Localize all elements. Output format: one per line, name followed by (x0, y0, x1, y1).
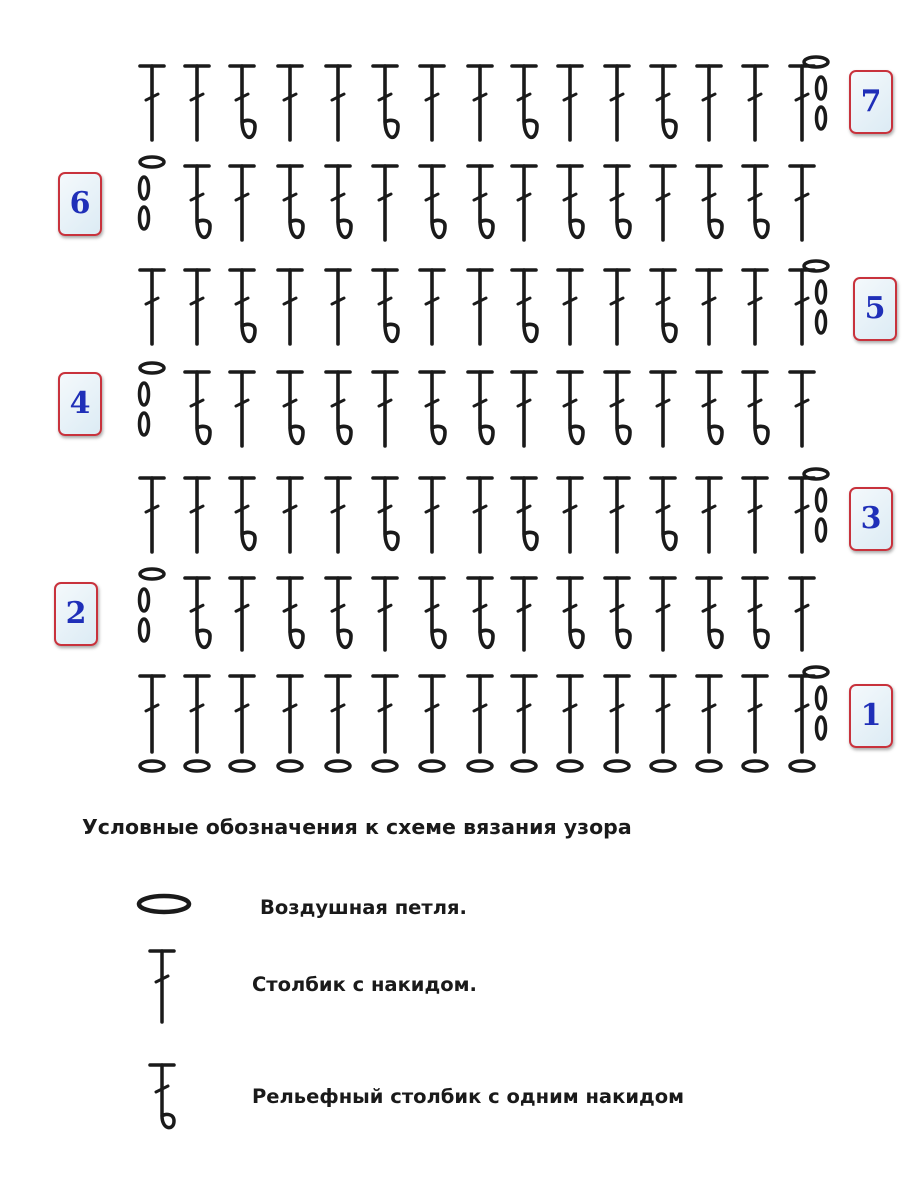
turning-chain-stitch (817, 489, 826, 511)
stitch-row-5 (651, 270, 676, 341)
stitch-row-1 (373, 676, 397, 752)
turning-chain-stitch (140, 363, 164, 373)
row-number-badge-2: 2 (54, 582, 98, 646)
row-number-badge-6: 6 (58, 172, 102, 236)
foundation-chain-stitch (605, 761, 629, 771)
turning-chain-stitch (140, 383, 149, 405)
turning-chain-stitch (140, 207, 149, 229)
stitch-row-2 (278, 578, 303, 647)
stitch-row-3 (373, 478, 398, 549)
foundation-chain-stitch (558, 761, 582, 771)
stitch-row-5 (605, 270, 629, 344)
foundation-chain-stitch (468, 761, 492, 771)
stitch-row-1 (743, 676, 767, 752)
turning-chain-stitch (817, 519, 826, 541)
stitch-row-7 (558, 66, 582, 140)
row-number-badge-3: 3 (849, 487, 893, 551)
stitch-row-6 (697, 166, 722, 237)
stitch-row-4 (420, 372, 445, 443)
row-number-badge-5: 5 (853, 277, 897, 341)
stitch-row-4 (605, 372, 630, 443)
stitch-row-5 (512, 270, 537, 341)
stitch-row-7 (230, 66, 255, 137)
stitch-row-2 (512, 578, 536, 650)
stitch-row-6 (278, 166, 303, 237)
stitch-row-4 (373, 372, 397, 446)
stitch-row-7 (326, 66, 350, 140)
stitch-row-1 (605, 676, 629, 752)
stitch-row-5 (468, 270, 492, 344)
legend-title: Условные обозначения к схеме вязания узора (82, 815, 632, 839)
stitch-row-5 (743, 270, 767, 344)
stitch-row-5 (185, 270, 209, 344)
stitch-row-7 (468, 66, 492, 140)
stitch-row-7 (697, 66, 721, 140)
stitch-row-7 (278, 66, 302, 140)
turning-chain-stitch (140, 413, 149, 435)
stitch-row-2 (185, 578, 210, 647)
post-double-crochet-icon (138, 1058, 186, 1140)
row-number-badge-1: 1 (849, 684, 893, 748)
stitch-row-4 (185, 372, 210, 443)
turning-chain-stitch (817, 687, 826, 709)
foundation-chain-stitch (743, 761, 767, 771)
stitch-row-5 (278, 270, 302, 344)
stitch-row-7 (140, 66, 164, 140)
stitch-row-5 (558, 270, 582, 344)
stitch-row-6 (790, 166, 814, 240)
stitch-row-1 (790, 676, 814, 752)
stitch-row-4 (326, 372, 351, 443)
stitch-row-4 (651, 372, 675, 446)
stitch-row-3 (140, 478, 164, 552)
stitch-row-1 (512, 676, 536, 752)
turning-chain-stitch (817, 77, 826, 99)
stitch-row-2 (326, 578, 351, 647)
stitch-row-3 (790, 478, 814, 552)
stitch-row-1 (420, 676, 444, 752)
stitch-row-3 (278, 478, 302, 552)
stitch-row-3 (326, 478, 350, 552)
stitch-row-3 (743, 478, 767, 552)
foundation-chain-stitch (140, 761, 164, 771)
stitch-row-7 (512, 66, 537, 137)
stitch-row-4 (743, 372, 768, 443)
stitch-row-2 (790, 578, 814, 650)
stitch-row-6 (230, 166, 254, 240)
foundation-chain-stitch (278, 761, 302, 771)
foundation-chain-stitch (326, 761, 350, 771)
turning-chain-stitch (804, 57, 828, 67)
stitch-row-7 (185, 66, 209, 140)
stitch-row-1 (651, 676, 675, 752)
stitch-row-2 (420, 578, 445, 647)
stitch-row-2 (373, 578, 397, 650)
stitch-row-3 (468, 478, 492, 552)
stitch-row-7 (420, 66, 444, 140)
stitch-row-6 (512, 166, 536, 240)
stitch-row-6 (558, 166, 583, 237)
stitch-row-2 (230, 578, 254, 650)
stitch-row-1 (230, 676, 254, 752)
turning-chain-stitch (140, 569, 164, 579)
stitch-row-4 (278, 372, 303, 443)
stitch-row-2 (468, 578, 493, 647)
foundation-chain-stitch (230, 761, 254, 771)
stitch-row-4 (697, 372, 722, 443)
stitch-row-4 (790, 372, 814, 446)
foundation-chain-stitch (790, 761, 814, 771)
turning-chain-stitch (804, 469, 828, 479)
stitch-row-7 (373, 66, 398, 137)
legend-label-chain-stitch: Воздушная петля. (260, 896, 467, 919)
stitch-row-4 (468, 372, 493, 443)
foundation-chain-stitch (512, 761, 536, 771)
stitch-row-7 (605, 66, 629, 140)
stitch-row-1 (278, 676, 302, 752)
stitch-row-5 (140, 270, 164, 344)
turning-chain-stitch (804, 261, 828, 271)
turning-chain-stitch (817, 311, 826, 333)
turning-chain-stitch (140, 589, 149, 611)
stitch-row-7 (743, 66, 767, 140)
foundation-chain-stitch (651, 761, 675, 771)
stitch-row-3 (512, 478, 537, 549)
stitch-row-7 (790, 66, 814, 140)
legend-label-post-double-crochet: Рельефный столбик с одним накидом (252, 1085, 685, 1108)
stitch-row-7 (651, 66, 676, 137)
stitch-row-3 (230, 478, 255, 549)
stitch-row-3 (605, 478, 629, 552)
foundation-chain-stitch (185, 761, 209, 771)
turning-chain-stitch (817, 717, 826, 739)
stitch-row-5 (697, 270, 721, 344)
stitch-row-2 (605, 578, 630, 647)
turning-chain-stitch (140, 177, 149, 199)
stitch-row-5 (230, 270, 255, 341)
stitch-row-3 (420, 478, 444, 552)
stitch-row-6 (651, 166, 675, 240)
double-crochet-icon (140, 946, 184, 1026)
stitch-row-1 (326, 676, 350, 752)
stitch-row-6 (605, 166, 630, 237)
foundation-chain-stitch (420, 761, 444, 771)
row-number-badge-7: 7 (849, 70, 893, 134)
stitch-row-3 (697, 478, 721, 552)
stitch-row-6 (373, 166, 397, 240)
foundation-chain-stitch (697, 761, 721, 771)
stitch-row-1 (697, 676, 721, 752)
stitch-row-2 (743, 578, 768, 647)
stitch-row-5 (790, 270, 814, 344)
stitch-row-6 (468, 166, 493, 237)
row-number-badge-4: 4 (58, 372, 102, 436)
stitch-row-3 (651, 478, 676, 549)
turning-chain-stitch (817, 281, 826, 303)
stitch-row-1 (558, 676, 582, 752)
stitch-row-5 (373, 270, 398, 341)
stitch-row-5 (420, 270, 444, 344)
stitch-row-6 (185, 166, 210, 237)
stitch-row-2 (558, 578, 583, 647)
stitch-row-5 (326, 270, 350, 344)
turning-chain-stitch (140, 619, 149, 641)
stitch-row-1 (185, 676, 209, 752)
stitch-row-2 (651, 578, 675, 650)
stitch-row-3 (185, 478, 209, 552)
stitch-row-6 (420, 166, 445, 237)
foundation-chain-stitch (373, 761, 397, 771)
stitch-row-6 (743, 166, 768, 237)
stitch-row-2 (697, 578, 722, 647)
turning-chain-stitch (140, 157, 164, 167)
stitch-row-1 (140, 676, 164, 752)
legend-label-double-crochet: Столбик с накидом. (252, 973, 477, 996)
chain-stitch-icon (134, 890, 194, 918)
turning-chain-stitch (817, 107, 826, 129)
stitch-row-1 (468, 676, 492, 752)
stitch-row-3 (558, 478, 582, 552)
stitch-row-6 (326, 166, 351, 237)
stitch-row-4 (558, 372, 583, 443)
stitch-row-4 (230, 372, 254, 446)
turning-chain-stitch (804, 667, 828, 677)
stitch-row-4 (512, 372, 536, 446)
